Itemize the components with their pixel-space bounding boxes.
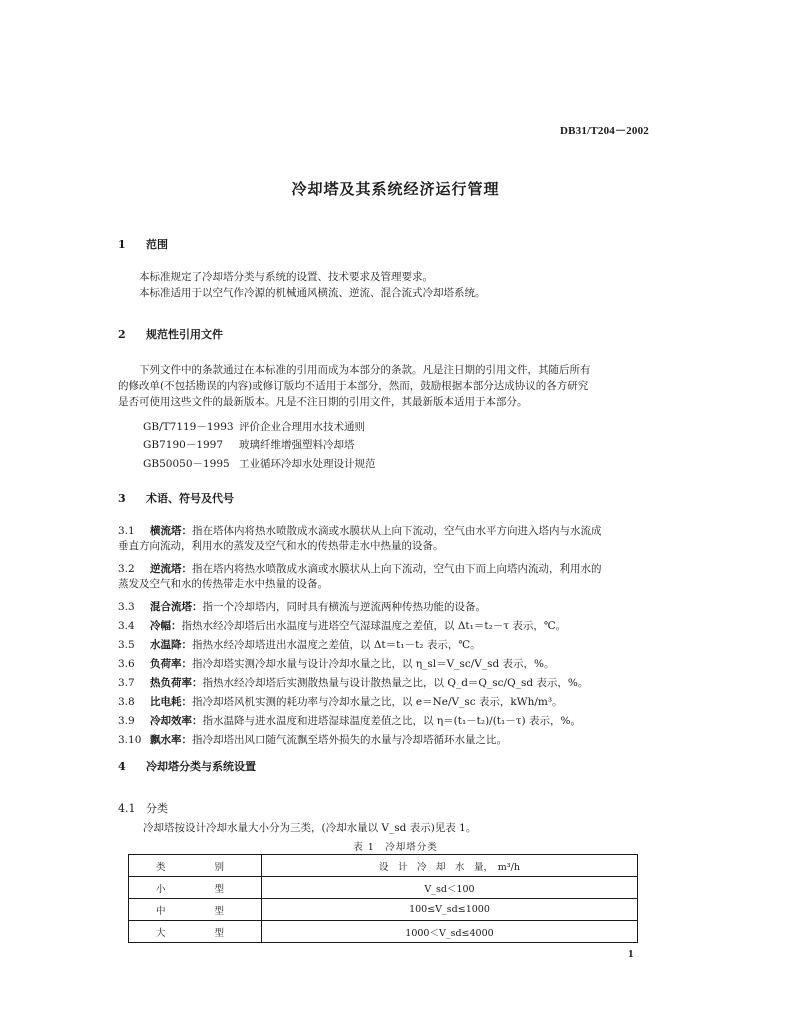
table-header-row [129, 855, 638, 877]
section-title: 术语、符号及代号 [146, 492, 234, 505]
term-3-1 [118, 524, 663, 554]
paragraph: 本标准适用于以空气作冷源的机械通风横流、逆流、混合流式冷却塔系统。 [139, 287, 486, 299]
reference-code: GB7190－1997 [143, 439, 224, 451]
term-name: 逆流塔： [150, 563, 192, 575]
reference-item [143, 419, 365, 434]
reference-item [143, 437, 355, 452]
term-name: 横流塔： [150, 525, 192, 537]
section-2-heading [118, 326, 223, 342]
classification-table [128, 854, 638, 943]
term-number: 3.1 [118, 525, 135, 537]
term-number: 3.10 [118, 734, 142, 746]
section-title: 范围 [146, 238, 168, 251]
table-cell: 中 型 [129, 899, 262, 921]
term-number: 3.2 [118, 563, 135, 575]
standard-code: DB31/T204－2002 [560, 125, 649, 137]
subsection-number: 4.1 [118, 802, 136, 815]
term-name: 冷却效率： [150, 715, 203, 727]
paragraph-line: 是否可使用这些文件的最新版本。凡是不注日期的引用文件，其最新版本适用于本部分。 [118, 396, 528, 408]
term-name: 热负荷率： [150, 677, 203, 689]
section-3-heading [118, 490, 234, 506]
subsection-4-1-heading [118, 800, 168, 816]
term-definition: 指热水经冷却塔后出水温度与进塔空气湿球温度之差值，以 Δt₁＝t₂－τ 表示，℃。 [181, 620, 567, 632]
table-caption: 表 1 冷却塔分类 [353, 842, 438, 853]
term-definition: 指冷却塔出风口随气流飘至塔外损失的水量与冷却塔循环水量之比。 [192, 734, 507, 746]
term-definition: 指冷却塔实测冷却水量与设计冷却水量之比，以 η_sl＝V_sc/V_sd 表示，%。 [192, 658, 555, 670]
table-header-cell: 类 别 [129, 855, 262, 877]
term-definition: 指水温降与进水温度和进塔湿球温度差值之比，以 η＝(t₁－t₂)/(t₁－τ) 表示，%。 [202, 715, 581, 727]
term-definition: 指一个冷却塔内，同时具有横流与逆流两种传热功能的设备。 [202, 601, 486, 613]
table-row [129, 877, 638, 899]
table-row [129, 921, 638, 943]
term-definition: 指热水经冷却塔后实测散热量与设计散热量之比，以 Q_d＝Q_sc/Q_sd 表示，%。 [202, 677, 589, 689]
reference-code: GB50050－1995 [143, 458, 230, 470]
table-cell: 小 型 [129, 877, 262, 899]
table-intro: 冷却塔按设计冷却水量大小分为三类，(冷却水量以 V_sd 表示)见表 1。 [143, 822, 477, 834]
term-3-2 [118, 562, 663, 592]
term-3-7 [118, 676, 663, 691]
section-title: 规范性引用文件 [146, 328, 223, 341]
term-definition: 指在塔内将热水喷散成水滴或水膜状从上向下流动，空气由下而上向塔内流动，利用水的 [192, 563, 602, 575]
section-title: 冷却塔分类与系统设置 [146, 760, 256, 773]
section-2-intro [118, 362, 658, 410]
table-cell: V_sd＜100 [262, 877, 638, 899]
term-3-4 [118, 619, 663, 634]
reference-name: 评价企业合理用水技术通则 [239, 421, 365, 433]
term-number: 3.5 [118, 639, 135, 651]
table-header-cell: 设 计 冷 却 水 量， m³/h [262, 855, 638, 877]
table-cell: 大 型 [129, 921, 262, 943]
term-3-5 [118, 638, 663, 653]
term-number: 3.3 [118, 601, 135, 613]
term-number: 3.4 [118, 620, 135, 632]
term-3-3 [118, 600, 663, 615]
term-3-8 [118, 695, 663, 710]
paragraph: 本标准规定了冷却塔分类与系统的设置、技术要求及管理要求。 [139, 271, 433, 283]
term-name: 比电耗： [150, 696, 192, 708]
table-row [129, 899, 638, 921]
term-3-9 [118, 714, 663, 729]
section-number: 4 [118, 760, 126, 773]
table-cell: 1000＜V_sd≤4000 [262, 921, 638, 943]
term-name: 负荷率： [150, 658, 192, 670]
reference-name: 工业循环冷却水处理设计规范 [239, 458, 376, 470]
term-definition: 指在塔体内将热水喷散成水滴或水膜状从上向下流动，空气由水平方向进入塔内与水流成 [192, 525, 602, 537]
term-name: 冷幅： [150, 620, 182, 632]
section-number: 2 [118, 328, 126, 341]
section-4-heading [118, 758, 256, 774]
reference-code: GB/T7119－1993 [143, 421, 234, 433]
term-number: 3.8 [118, 696, 135, 708]
section-number: 1 [118, 238, 126, 251]
term-definition-cont: 垂直方向流动，利用水的蒸发及空气和水的传热带走水中热量的设备。 [118, 540, 444, 552]
term-definition: 指冷却塔风机实测的耗功率与冷却水量之比，以 e＝Ne/V_sc 表示，kWh/m³。 [192, 696, 563, 708]
term-definition-cont: 蒸发及空气和水的传热带走水中热量的设备。 [118, 578, 328, 590]
term-name: 混合流塔： [150, 601, 203, 613]
section-1-heading [118, 236, 168, 252]
term-3-6 [118, 657, 663, 672]
document-title: 冷却塔及其系统经济运行管理 [291, 180, 500, 198]
term-definition: 指热水经冷却塔进出水温度之差值，以 Δt＝t₁－t₂ 表示，℃。 [192, 639, 481, 651]
term-number: 3.7 [118, 677, 135, 689]
reference-name: 玻璃纤维增强塑料冷却塔 [239, 439, 355, 451]
section-number: 3 [118, 492, 126, 505]
table-cell: 100≤V_sd≤1000 [262, 899, 638, 921]
page-number: 1 [628, 948, 634, 960]
paragraph-line: 的修改单(不包括勘误的内容)或修订版均不适用于本部分，然而，鼓励根据本部分达成协议的各方研究 [118, 380, 589, 392]
term-3-10 [118, 733, 663, 748]
subsection-title: 分类 [146, 802, 168, 815]
term-number: 3.6 [118, 658, 135, 670]
term-name: 水温降： [150, 639, 192, 651]
paragraph-line: 下列文件中的条款通过在本标准的引用而成为本部分的条款。凡是注日期的引用文件，其随后所有 [139, 364, 591, 376]
reference-item [143, 456, 376, 471]
term-number: 3.9 [118, 715, 135, 727]
term-name: 飘水率： [150, 734, 192, 746]
section-1-body [118, 269, 648, 301]
